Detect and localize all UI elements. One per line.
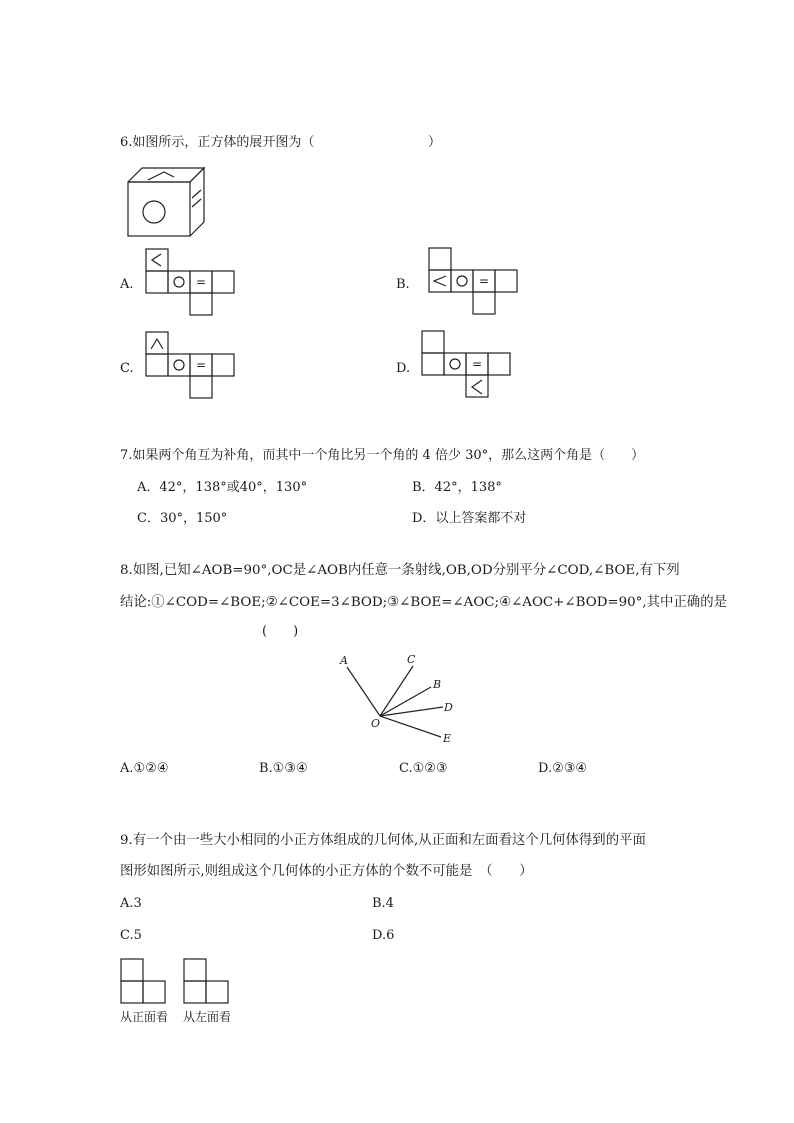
- net-d-square-bottom: [466, 375, 488, 397]
- q6-option-b-label: B.: [396, 277, 410, 292]
- net-c-square-1: [146, 354, 168, 376]
- q6-option-a-label: A.: [120, 277, 134, 292]
- q9-front-view-caption: 从正面看: [120, 1010, 169, 1024]
- net-d-square-top: [422, 331, 444, 353]
- ray-oe: [380, 716, 441, 737]
- q8-option-b[interactable]: B.①③④: [259, 761, 308, 776]
- net-a-circle-mark: [174, 277, 184, 287]
- net-b-square-1: [429, 270, 451, 292]
- cube-top-caret-mark: [148, 172, 174, 180]
- q8-stem-line1: 8.如图,已知∠AOB=90°,OC是∠AOB内任意一条射线,OB,OD分别平分∠COD,∠BOE,有下列: [120, 563, 680, 578]
- q8-ray-diagram: [335, 650, 465, 745]
- left-view-bottom-left-square: [184, 981, 206, 1003]
- q6-option-c-net[interactable]: [146, 332, 236, 402]
- q7-option-b[interactable]: B．42°，138°: [412, 480, 502, 495]
- label-b: B: [433, 678, 442, 691]
- cube-right-mark-1: [192, 190, 201, 198]
- net-c-square-2: [168, 354, 190, 376]
- q8-option-c[interactable]: C.①②③: [399, 761, 448, 776]
- q7-option-a[interactable]: A．42°，138°或40°，130°: [137, 480, 308, 495]
- net-d-square-2: [444, 353, 466, 375]
- cube-front-circle-mark: [143, 201, 165, 223]
- q9-option-b[interactable]: B.4: [372, 896, 394, 911]
- q9-left-view: [183, 958, 231, 1004]
- net-c-equal-mark: =: [195, 358, 207, 372]
- net-b-square-4: [495, 270, 517, 292]
- q9-option-d[interactable]: D.6: [372, 928, 395, 943]
- q9-stem-line1: 9.有一个由一些大小相同的小正方体组成的几何体,从正面和左面看这个几何体得到的平面: [120, 833, 646, 848]
- net-a-square-bottom: [190, 293, 212, 315]
- net-b-square-top: [429, 248, 451, 270]
- net-c-circle-mark: [174, 360, 184, 370]
- ray-oa: [347, 667, 380, 716]
- net-c-square-4: [212, 354, 234, 376]
- cube-front-face: [128, 182, 190, 236]
- ray-od: [380, 707, 443, 716]
- net-b-less-mark: [434, 276, 446, 286]
- net-a-square-2: [168, 271, 190, 293]
- net-d-square-1: [422, 353, 444, 375]
- q9-left-view-caption: 从左面看: [183, 1010, 232, 1024]
- q6-stem-text: 6.如图所示，正方体的展开图为（: [120, 135, 315, 150]
- front-view-top-square: [121, 959, 143, 981]
- label-c: C: [407, 653, 416, 666]
- net-d-less-mark: [472, 380, 482, 394]
- label-a: A: [340, 654, 348, 667]
- net-d-equal-mark: =: [471, 357, 483, 371]
- cube-right-mark-2: [192, 199, 201, 207]
- ray-oc: [380, 666, 413, 716]
- q6-option-d-label: D.: [396, 361, 411, 376]
- label-e: E: [443, 732, 452, 745]
- label-o: O: [371, 717, 381, 730]
- q6-paren-close: ）: [428, 135, 442, 150]
- net-c-square-bottom: [190, 376, 212, 398]
- q9-front-view: [120, 958, 168, 1004]
- q7-option-d[interactable]: D．以上答案都不对: [412, 511, 527, 526]
- net-c-caret-mark: [151, 339, 163, 349]
- front-view-bottom-left-square: [121, 981, 143, 1003]
- net-b-square-bottom: [473, 292, 495, 314]
- q6-stem: [120, 135, 314, 151]
- net-a-square-1: [146, 271, 168, 293]
- q8-answer-paren: ( ): [262, 624, 299, 639]
- net-a-square-top: [146, 249, 168, 271]
- net-b-square-2: [451, 270, 473, 292]
- q8-option-d[interactable]: D.②③④: [538, 761, 588, 776]
- q6-option-b-net[interactable]: [429, 248, 521, 318]
- q9-option-a[interactable]: A.3: [120, 896, 142, 911]
- left-view-top-square: [184, 959, 206, 981]
- q6-option-c-label: C.: [120, 361, 134, 376]
- q6-option-a-net[interactable]: [146, 249, 236, 319]
- net-a-less-mark: [152, 254, 161, 266]
- ray-ob: [380, 687, 431, 716]
- q6-cube-figure: [120, 160, 210, 245]
- net-b-equal-mark: =: [478, 274, 490, 288]
- front-view-bottom-right-square: [143, 981, 165, 1003]
- net-a-equal-mark: =: [195, 275, 207, 289]
- left-view-bottom-right-square: [206, 981, 228, 1003]
- net-c-square-top: [146, 332, 168, 354]
- q7-stem: 7.如果两个角互为补角，而其中一个角比另一个角的 4 倍少 30°，那么这两个角是（ ）: [120, 448, 645, 463]
- q8-option-a[interactable]: A.①②④: [120, 761, 169, 776]
- net-d-square-4: [488, 353, 510, 375]
- q9-option-c[interactable]: C.5: [120, 928, 142, 943]
- label-d: D: [444, 701, 453, 714]
- net-d-circle-mark: [450, 359, 460, 369]
- net-b-circle-mark: [457, 276, 467, 286]
- q6-option-d-net[interactable]: [422, 331, 514, 403]
- q7-option-c[interactable]: C．30°，150°: [137, 511, 228, 526]
- net-a-square-4: [212, 271, 234, 293]
- q9-stem-line2: 图形如图所示,则组成这个几何体的小正方体的个数不可能是 （ ）: [120, 864, 533, 879]
- q8-stem-line2: 结论:①∠COD=∠BOE;②∠COE=3∠BOD;③∠BOE=∠AOC;④∠AOC+∠BOD=90°,其中正确的是: [120, 595, 727, 610]
